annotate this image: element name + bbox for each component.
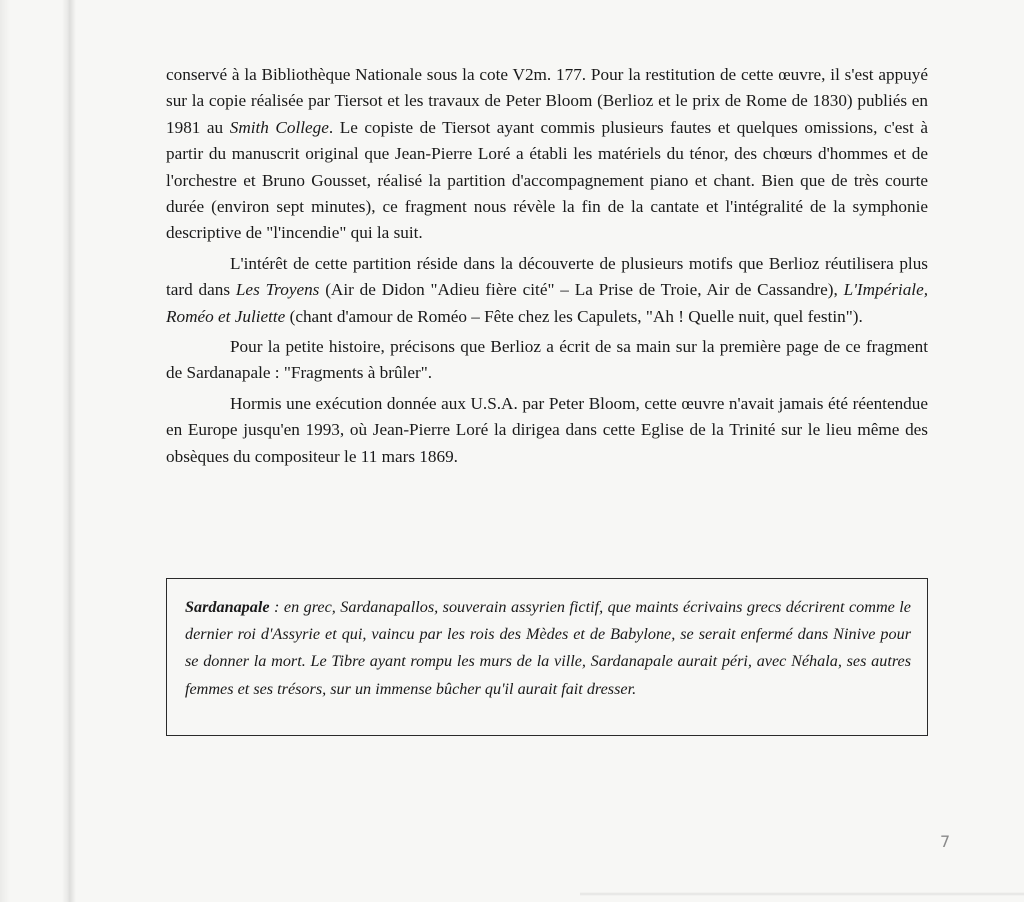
paragraph-motifs bbox=[166, 251, 928, 330]
sardanapale-note-box bbox=[166, 578, 928, 736]
paragraph-petite-histoire bbox=[166, 334, 928, 387]
paragraph-execution bbox=[166, 391, 928, 470]
page-gutter-shadow bbox=[62, 0, 76, 902]
text-run: Hormis une exécution donnée aux U.S.A. par Peter Bloom, cette œuvre n'avait jamais été réentendue en Europe jusqu'en 1993, où Jean-Pierre Loré la dirigea dans cette Eglise de la Trinité sur le lieu même des obsèques du compositeur le 11 mars 1869. bbox=[166, 393, 928, 466]
italic-title-les-troyens: Les Troyens bbox=[235, 280, 320, 300]
note-term: Sardanapale bbox=[185, 598, 270, 616]
text-run: (chant d'amour de Roméo – Fête chez les Capulets, "Ah ! Quelle nuit, quel festin"). bbox=[285, 306, 863, 326]
text-run: conservé à la Bibliothèque Nationale sous la cote V2m. 177. Pour la restitution de cette œuvre, il s'est appuyé sur la copie réalisée par Tiersot et les travaux de Peter Bloom (Berlioz et le prix de Rome de 1830) publiés en 1981 au bbox=[166, 65, 928, 137]
text-run: (Air de Didon "Adieu fière cité" – La Prise de Troie, Air de Cassandre), bbox=[319, 280, 844, 300]
scan-shadow-left bbox=[0, 0, 10, 902]
paragraph-continuation bbox=[166, 62, 928, 247]
scan-bottom-edge bbox=[580, 892, 1024, 896]
note-definition: : en grec, Sardanapallos, souverain assyrien fictif, que maints écrivains grecs décrirent comme le dernier roi d'Assyrie et qui, vaincu par les rois des Mèdes et de Babylone, se serait enfermé dans Ninive pour se donner la mort. Le Tibre ayant rompu les murs de la ville, Sardanapale aurait péri, avec Néhala, ses autres femmes et ses trésors, sur un immense bûcher qu'il aurait fait dresser. bbox=[185, 598, 911, 698]
italic-title-smith-college: Smith College bbox=[229, 117, 329, 137]
note-text bbox=[185, 594, 911, 703]
body-text bbox=[166, 62, 928, 470]
text-run: L'intérêt de cette partition réside dans la découverte de plusieurs motifs que Berlioz réutilisera plus tard dans bbox=[166, 253, 928, 300]
text-run: . Le copiste de Tiersot ayant commis plusieurs fautes et quelques omissions, c'est à partir du manuscrit original que Jean-Pierre Loré a établi les matériels du ténor, des chœurs d'hommes et de l'orchestre et Bruno Gousset, réalisé la partition d'accompagnement piano et chant. Bien que de très courte durée (environ sept minutes), ce fragment nous révèle la fin de la cantate et l'intégralité de la symphonie descriptive de "l'incendie" qui la suit. bbox=[166, 117, 928, 243]
page-number: 7 bbox=[940, 832, 951, 851]
text-run: Pour la petite histoire, précisons que Berlioz a écrit de sa main sur la première page de ce fragment de Sardanapale : "Fragments à brûler". bbox=[166, 337, 928, 383]
italic-title-romeo-juliette: L'Impériale, Roméo et Juliette bbox=[166, 280, 928, 326]
